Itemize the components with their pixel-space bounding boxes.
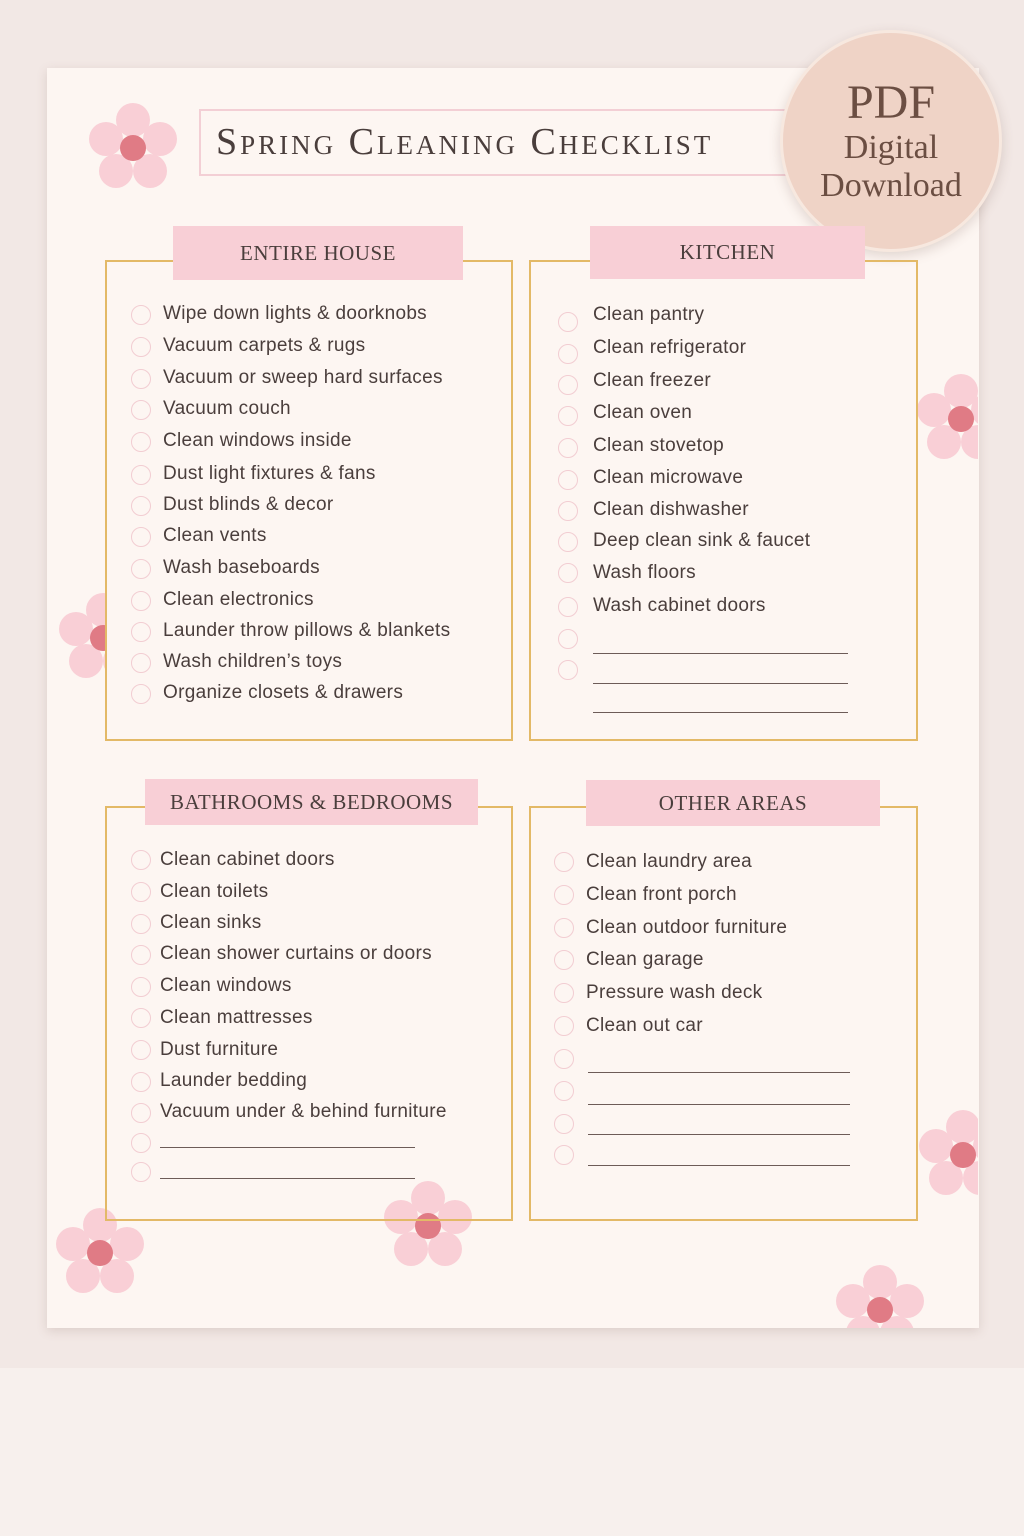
- checkbox[interactable]: [131, 400, 151, 420]
- checklist-item: Clean cabinet doors: [160, 849, 335, 870]
- blank-entry-line[interactable]: [593, 683, 848, 684]
- checkbox[interactable]: [131, 337, 151, 357]
- blank-entry-line[interactable]: [160, 1147, 415, 1148]
- checkbox[interactable]: [131, 591, 151, 611]
- flower-icon: [916, 369, 978, 471]
- checkbox[interactable]: [558, 375, 578, 395]
- checklist-item: Clean out car: [586, 1015, 703, 1036]
- blank-entry-line[interactable]: [160, 1178, 415, 1179]
- page-title: Spring Cleaning Checklist: [216, 121, 714, 163]
- checkbox[interactable]: [558, 312, 578, 332]
- checklist-item: Clean toilets: [160, 881, 269, 902]
- checkbox[interactable]: [131, 1133, 151, 1153]
- checklist-item: Clean outdoor furniture: [586, 917, 788, 938]
- checklist-item: Dust blinds & decor: [163, 494, 334, 515]
- blank-entry-line[interactable]: [588, 1072, 850, 1073]
- checkbox[interactable]: [131, 1072, 151, 1092]
- checklist-item: Clean pantry: [593, 304, 705, 325]
- checkbox[interactable]: [131, 432, 151, 452]
- blank-entry-line[interactable]: [588, 1165, 850, 1166]
- checkbox[interactable]: [558, 501, 578, 521]
- checkbox[interactable]: [131, 1162, 151, 1182]
- checkbox[interactable]: [131, 622, 151, 642]
- checkbox[interactable]: [554, 1145, 574, 1165]
- checklist-item: Pressure wash deck: [586, 982, 763, 1003]
- checklist-item: Vacuum or sweep hard surfaces: [163, 367, 443, 388]
- checkbox[interactable]: [554, 950, 574, 970]
- checkbox[interactable]: [558, 563, 578, 583]
- checklist-item: Dust light fixtures & fans: [163, 463, 376, 484]
- checklist-item: Clean shower curtains or doors: [160, 943, 432, 964]
- checklist-item: Clean sinks: [160, 912, 262, 933]
- checkbox[interactable]: [131, 369, 151, 389]
- checkbox[interactable]: [554, 1016, 574, 1036]
- checklist-item: Clean freezer: [593, 370, 711, 391]
- checklist-item: Vacuum couch: [163, 398, 291, 419]
- checklist-item: Launder bedding: [160, 1070, 308, 1091]
- checklist-item: Launder throw pillows & blankets: [163, 620, 451, 641]
- checkbox[interactable]: [131, 850, 151, 870]
- checklist-item: Deep clean sink & faucet: [593, 530, 811, 551]
- checkbox[interactable]: [131, 496, 151, 516]
- checklist-item: Vacuum under & behind furniture: [160, 1101, 447, 1122]
- checklist-item: Wash children’s toys: [163, 651, 343, 672]
- blank-entry-line[interactable]: [588, 1134, 850, 1135]
- checkbox[interactable]: [131, 1008, 151, 1028]
- checkbox[interactable]: [131, 527, 151, 547]
- checkbox[interactable]: [554, 885, 574, 905]
- checklist-item: Wash floors: [593, 562, 696, 583]
- checkbox[interactable]: [554, 1049, 574, 1069]
- checklist-item: Wash baseboards: [163, 557, 320, 578]
- checklist-item: Clean refrigerator: [593, 337, 747, 358]
- section-title-entire-house: ENTIRE HOUSE: [173, 226, 463, 280]
- checkbox[interactable]: [558, 660, 578, 680]
- checkbox[interactable]: [554, 1081, 574, 1101]
- checkbox[interactable]: [554, 852, 574, 872]
- blank-entry-line[interactable]: [588, 1104, 850, 1105]
- checkbox[interactable]: [554, 1114, 574, 1134]
- checkbox[interactable]: [558, 406, 578, 426]
- background-band: [0, 1368, 1024, 1536]
- checklist-item: Clean vents: [163, 525, 267, 546]
- checkbox[interactable]: [131, 1040, 151, 1060]
- checklist-item: Wipe down lights & doorknobs: [163, 303, 427, 324]
- checkbox[interactable]: [131, 653, 151, 673]
- flower-icon: [58, 588, 107, 688]
- checklist-item: Clean stovetop: [593, 435, 724, 456]
- checklist-item: Clean laundry area: [586, 851, 752, 872]
- checkbox[interactable]: [131, 305, 151, 325]
- section-title-kitchen: KITCHEN: [590, 226, 865, 279]
- checklist-item: Clean dishwasher: [593, 499, 749, 520]
- badge-line-2: Digital: [843, 129, 939, 166]
- blank-entry-line[interactable]: [593, 653, 848, 654]
- checkbox[interactable]: [558, 629, 578, 649]
- checklist-item: Clean oven: [593, 402, 693, 423]
- flower-icon: [918, 1105, 978, 1207]
- checkbox[interactable]: [131, 559, 151, 579]
- badge-line-3: Download: [820, 167, 962, 204]
- checkbox[interactable]: [558, 344, 578, 364]
- checkbox[interactable]: [131, 945, 151, 965]
- checkbox[interactable]: [558, 532, 578, 552]
- checkbox[interactable]: [558, 597, 578, 617]
- section-title-other-areas: OTHER AREAS: [586, 780, 880, 826]
- checkbox[interactable]: [554, 983, 574, 1003]
- checklist-item: Clean front porch: [586, 884, 737, 905]
- checklist-item: Clean windows: [160, 975, 292, 996]
- checklist-item: Organize closets & drawers: [163, 682, 404, 703]
- checklist-item: Dust furniture: [160, 1039, 279, 1060]
- checkbox[interactable]: [131, 977, 151, 997]
- checklist-item: Clean electronics: [163, 589, 314, 610]
- checklist-item: Wash cabinet doors: [593, 595, 766, 616]
- checkbox[interactable]: [558, 470, 578, 490]
- blank-entry-line[interactable]: [593, 712, 848, 713]
- checklist-item: Clean mattresses: [160, 1007, 313, 1028]
- checkbox[interactable]: [131, 684, 151, 704]
- pdf-download-badge: [780, 30, 1002, 252]
- checkbox[interactable]: [131, 1103, 151, 1123]
- checkbox[interactable]: [131, 465, 151, 485]
- checkbox[interactable]: [554, 918, 574, 938]
- section-title-bathrooms-bedrooms: BATHROOMS & BEDROOMS: [145, 779, 478, 825]
- flower-icon: [835, 1260, 927, 1328]
- checklist-item: Vacuum carpets & rugs: [163, 335, 366, 356]
- badge-line-1: PDF: [846, 76, 936, 129]
- checklist-item: Clean windows inside: [163, 430, 352, 451]
- flower-icon: [88, 98, 178, 198]
- checkbox[interactable]: [131, 914, 151, 934]
- checklist-item: Clean garage: [586, 949, 704, 970]
- checkbox[interactable]: [131, 882, 151, 902]
- checklist-item: Clean microwave: [593, 467, 744, 488]
- checkbox[interactable]: [558, 438, 578, 458]
